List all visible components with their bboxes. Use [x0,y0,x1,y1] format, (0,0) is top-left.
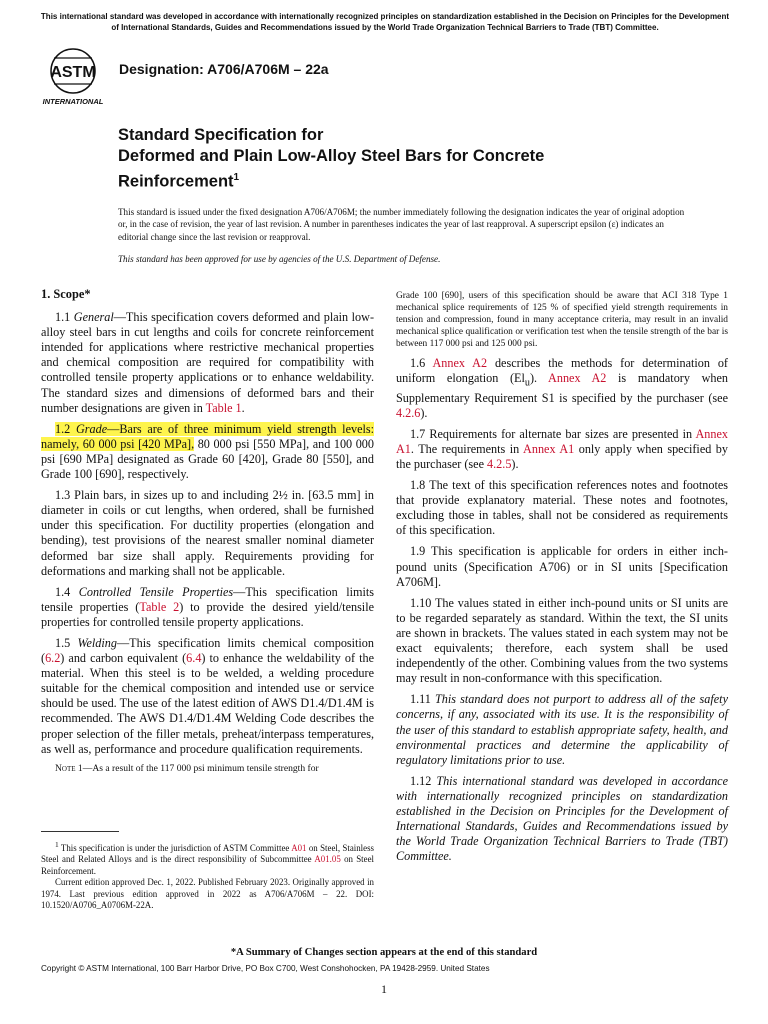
para-text: This international standard was developed in accordance with internationally recognized principles on standardization established in the Decision on Principles for the Development of International Standards, Guides and Recommendations issued by the World Trade Organization Technical Barriers to Trade (TBT) Committee. [396,773,728,864]
issued-statement: This standard is issued under the fixed designation A706/A706M; the number immediately following the designation indicates the year of original adoption or, in the case of revision, the year of last revision. A number in parentheses indicates the year of last reapproval. A superscript epsilon (ε) indicates an editorial change since the last revision or reapproval. [118,207,685,242]
title-line-3: Reinforcement [118,172,234,191]
title-footnote-mark[interactable]: 1 [233,172,240,183]
para-text: —This specification limits tensile properties ( [41,584,374,614]
note-1 [41,763,374,775]
para-text: . The requirements in [410,441,524,456]
para-number: 1.2 [55,421,76,436]
title-line-2: Deformed and Plain Low-Alloy Steel Bars for Concrete [118,147,545,165]
para-number: 1.1 [55,310,74,325]
annex-a1-link[interactable]: Annex A1 [523,441,575,456]
designation: Designation: A706/A706M – 22a [119,61,329,77]
title-line-1: Standard Specification for [118,126,324,144]
para-text: This standard does not purport to address all of the safety concerns, if any, associated with its use. It is the responsibility of the user of this standard to establish appropriate safety, health, and environmental practices and determine the applicability of regulatory limitations prior to use. [396,692,728,767]
para-text: 80 000 psi [550 MPa], and 100 000 psi [690 MPa] designated as Grade 60 [420], Grade 80 [550], and Grade 100 [690], respectively. [41,436,374,482]
para-text: describes the methods for determination of uniform elongation (El [396,356,728,386]
highlighted-text[interactable]: —Bars are of three minimum yield strength levels: namely, 60 000 psi [420 MPa], [41,421,374,451]
section-6-4-link[interactable]: 6.4 [186,651,202,666]
para-text: ) to provide the desired yield/tensile properties for controlled tensile property applications. [41,599,374,629]
para-term: Welding [77,635,117,650]
section-4-2-6-link[interactable]: 4.2.6 [396,405,421,420]
para-number: 1.12 [410,773,437,788]
summary-note: *A Summary of Changes section appears at the end of this standard [230,947,538,958]
para-term: General [73,310,114,325]
para-1-11 [396,692,728,767]
para-text: only apply when specified by the purchaser (see [396,441,728,471]
subcommittee-a01-05-link[interactable]: A01.05 [314,854,341,865]
footnote-text: on Steel, Stainless Steel and Related Alloys and is the direct responsibility of Subcommittee [41,842,374,865]
para-text: ) to enhance the weldability of the material. When this steel is to be welded, a welding procedure suitable for the chemical composition and intended use or service should be used. The use of the latest edition of AWS D1.4/D1.4M is recommended. The AWS D1.4/D1.4M Welding Code describes the proper selection of the filler metals, preheat/interpass temperatures, as well as, performance and procedure qualification requirements. [41,651,374,756]
note-label: Note 1 [55,762,83,774]
footnote-edition: Current edition approved Dec. 1, 2022. Published February 2023. Originally approved in 1974. Last previous edition approved in 2022 as A706/A706M – 22. DOI: 10.1520/A0706_A0706M-22A. [41,877,374,910]
para-text: is mandatory when Supplementary Requirement S1 is specified by the purchaser (see [396,371,728,405]
footnote-mark: 1 [55,840,59,849]
header-note: This international standard was developed in accordance with internationally recognized principles on standardization established in the Decision on Principles for the Development of International Standards, Guides and Recommendations issued by the World Trade Organization Technical Barriers to Trade (TBT) Committee. [40,12,730,32]
para-number: 1.5 [55,635,78,650]
section-4-2-5-link[interactable]: 4.2.5 [487,457,512,471]
intro-block [118,206,686,265]
para-text: ) and carbon equivalent ( [60,651,187,666]
para-text: . [241,400,245,415]
para-1-9: 1.9 This specification is applicable for orders in either inch-pound units (Specification A706) or in SI units [Specification A706M]. [396,544,728,589]
para-1-12 [396,774,728,865]
footnote-jurisdiction [41,839,374,877]
annex-a2-link[interactable]: Annex A2 [548,371,607,386]
para-text: 1.7 Requirements for alternate bar sizes are presented in [410,426,696,441]
note-1-continued: Grade 100 [690], users of this specification should be aware that ACI 318 Type 1 mechanical splice requirements of 125 % of specified yield strength requirements in tension and compression, found in many acceptance criteria, may result in an invalid mechanical splice qualification or verification test when the tensile strength of the bar is between 117 000 psi and 125 000 psi. [396,291,728,349]
para-1-8: 1.8 The text of this specification references notes and footnotes that provide explanatory material. These notes and footnotes, excluding those in tables, shall not be considered as requirements of this specification. [396,478,728,538]
footnote-divider [41,831,119,832]
para-text: ). [529,371,549,386]
para-text: —This specification covers deformed and plain low-alloy steel bars in cut lengths and coils for concrete reinforcement intended for applications where restrictive mechanical properties and chemical composition are required for compatibility with controlled tensile property applications or to enhance weldability. The standard sizes and dimensions of deformed bars and their number designations are given in [41,310,374,415]
note-text: —As a result of the 117 000 psi minimum tensile strength for [82,762,319,774]
logo-subtext: INTERNATIONAL [42,97,104,106]
para-term: Controlled Tensile Properties [78,584,234,599]
footnote-block [41,839,374,911]
footnote-text: This specification is under the jurisdiction of ASTM Committee [58,842,292,853]
right-column [396,290,728,870]
para-1-4 [41,585,374,630]
page-number: 1 [381,982,387,996]
logo-text: ASTM [50,64,96,81]
copyright: Copyright © ASTM International, 100 Barr Harbor Drive, PO Box C700, West Conshohocken, PA 19428-2959. United States [41,964,490,973]
table-1-link[interactable]: Table 1 [205,400,242,415]
para-1-3: 1.3 Plain bars, in sizes up to and including 2½ in. [63.5 mm] in diameter in coils or cut lengths, when ordered, shall be furnished under this specification. For ductility properties (elongation and bending), test provisions of the nearest smaller nominal diameter deformed bar size shall apply. Requirements providing for deformations and marking shall not be applicable. [41,488,374,578]
subscript-u: u [524,377,530,389]
table-2-link[interactable]: Table 2 [139,599,180,614]
footnote-text: on Steel Reinforcement. [41,854,374,876]
left-column [41,287,374,781]
para-number: 1.6 [410,356,433,370]
para-1-2 [41,422,374,482]
committee-a01-link[interactable]: A01 [291,842,307,853]
defense-statement: This standard has been approved for use by agencies of the U.S. Department of Defense. [118,253,441,264]
para-text: —This specification limits chemical composition ( [41,635,374,666]
annex-a2-link[interactable]: Annex A2 [432,356,488,370]
annex-a1-link[interactable]: Annex A1 [396,426,728,456]
para-1-10: 1.10 The values stated in either inch-pound units or SI units are to be regarded separately as standard. Within the text, the SI units are shown in brackets. The values stated in each system may not be exact equivalents; therefore, each system shall be used independently of the other. Combining values from the two systems may result in non-conformance with this specification. [396,595,728,686]
para-term: Grade [75,421,108,436]
para-number: 1.4 [55,584,79,599]
para-number: 1.11 [410,692,436,707]
para-1-5 [41,636,374,757]
astm-logo [40,48,110,106]
section-6-2-link[interactable]: 6.2 [45,651,61,666]
para-1-6 [396,356,728,421]
section-heading: 1. Scope* [41,287,91,301]
page-title [118,125,738,193]
para-text: ). [420,405,428,420]
para-text: ). [511,457,519,471]
para-1-7 [396,427,728,472]
para-1-1 [41,310,374,416]
